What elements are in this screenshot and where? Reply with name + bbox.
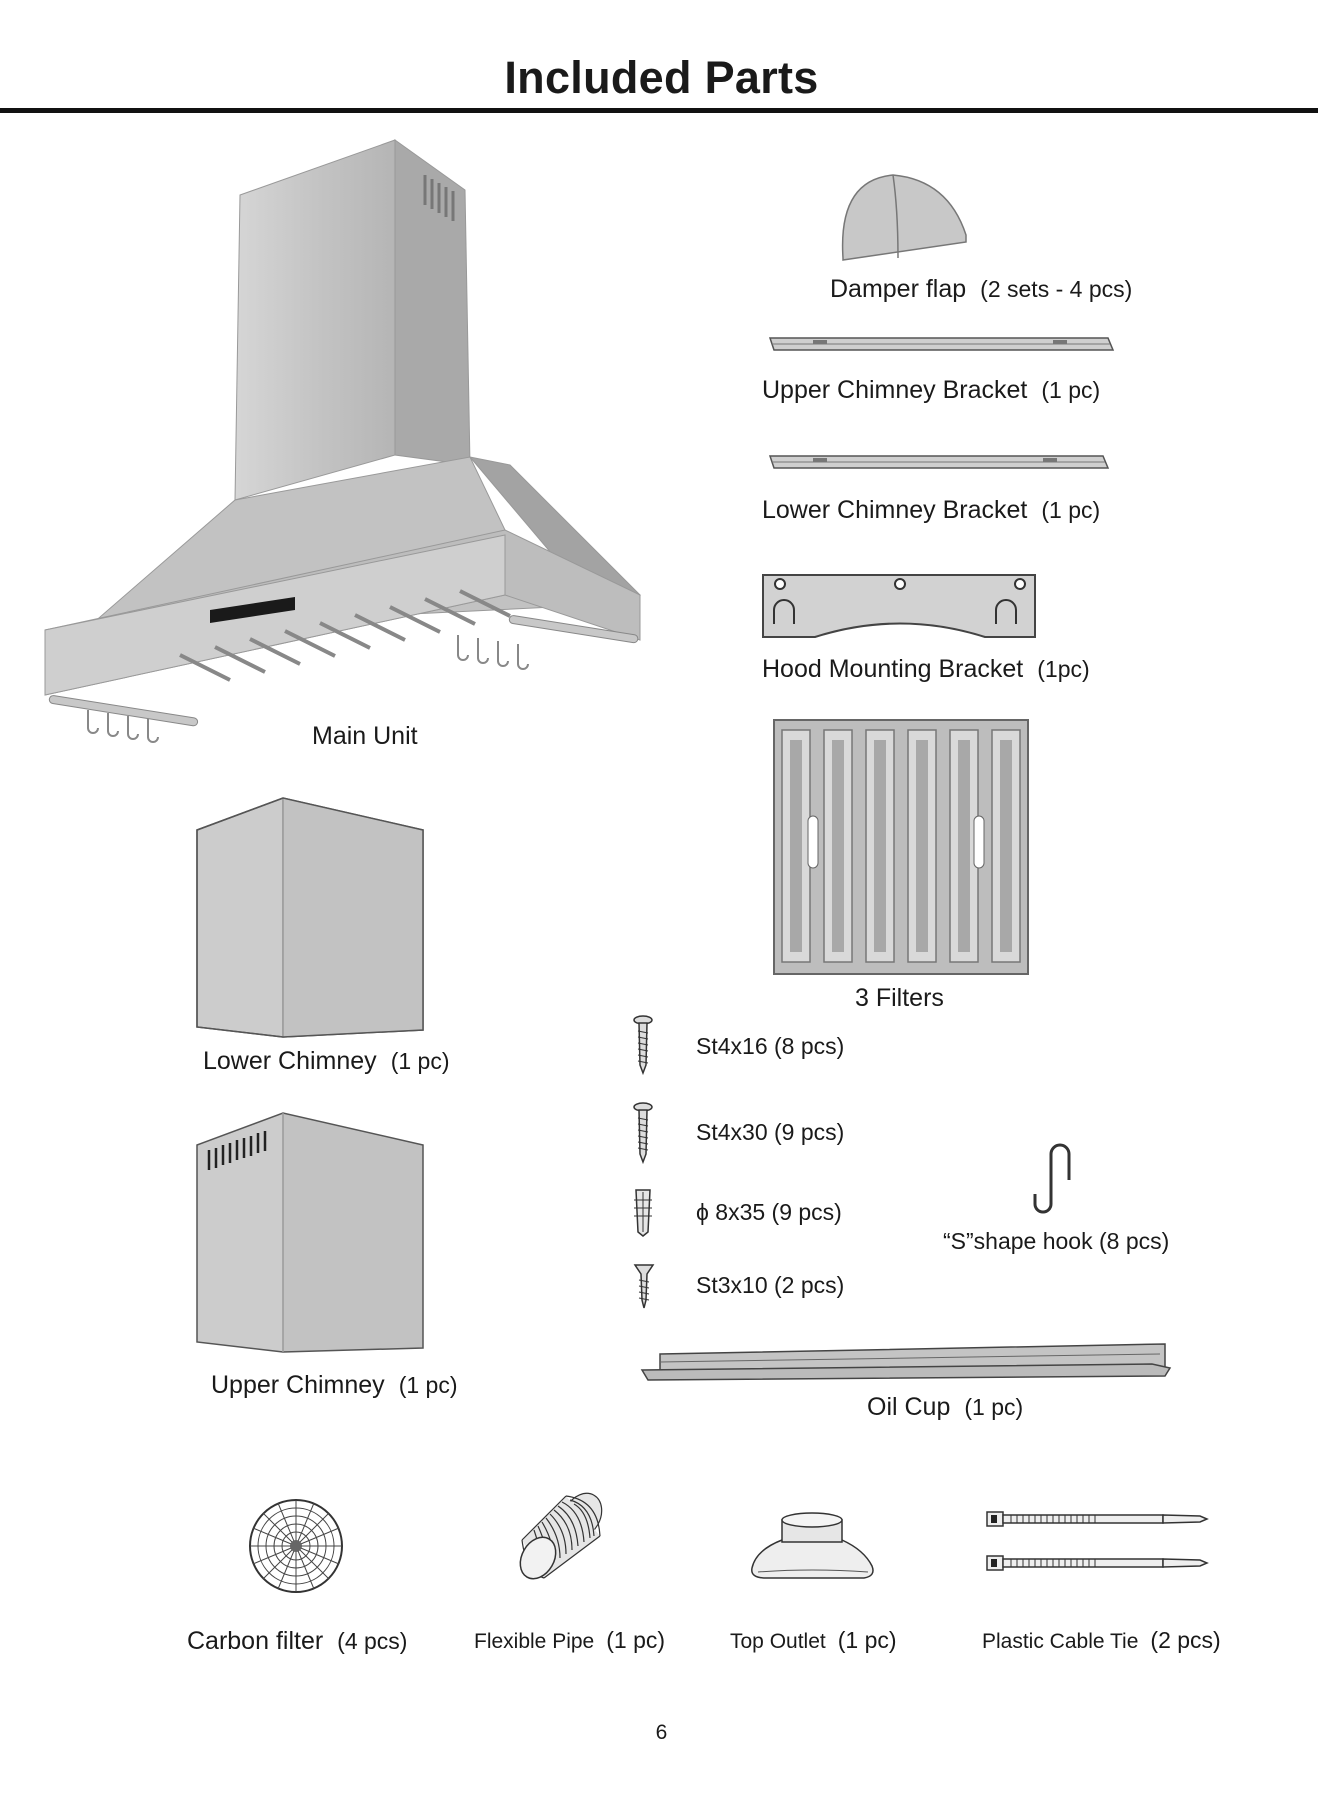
carbon-filter-illustration <box>248 1490 344 1608</box>
oil-cup-label: Oil Cup (1 pc) <box>867 1393 1024 1421</box>
screw-st3x10-label: St3x10 (2 pcs) <box>696 1272 845 1298</box>
cable-tie-illustration <box>985 1510 1211 1574</box>
wall-anchor-label: ϕ 8x35 (9 pcs) <box>696 1199 842 1225</box>
lower-chimney-bracket-illustration <box>768 452 1113 474</box>
filters-label: 3 Filters <box>855 984 944 1012</box>
top-outlet-illustration <box>746 1510 880 1582</box>
screw-st4x16-label: St4x16 (8 pcs) <box>696 1033 845 1059</box>
cable-tie-label: Plastic Cable Tie (2 pcs) <box>982 1627 1221 1653</box>
lower-chimney-label: Lower Chimney (1 pc) <box>203 1047 450 1075</box>
screw-st3x10-icon <box>632 1262 656 1310</box>
flexible-pipe-label: Flexible Pipe (1 pc) <box>474 1627 666 1653</box>
screw-st4x30-label: St4x30 (9 pcs) <box>696 1119 845 1145</box>
oil-cup-illustration <box>640 1340 1172 1382</box>
wall-anchor-icon <box>630 1186 656 1238</box>
hood-mounting-bracket-illustration <box>760 572 1040 644</box>
s-hook-label: “S”shape hook (8 pcs) <box>943 1228 1170 1254</box>
main-unit-label: Main Unit <box>312 722 418 750</box>
screw-st4x16-icon <box>632 1015 654 1075</box>
page-title: Included Parts <box>504 52 819 103</box>
filter-illustration <box>772 718 1030 976</box>
damper-flap-label: Damper flap (2 sets - 4 pcs) <box>830 275 1133 303</box>
upper-chimney-label: Upper Chimney (1 pc) <box>211 1371 458 1399</box>
damper-flap-illustration <box>838 170 970 266</box>
flexible-pipe-illustration <box>518 1492 608 1582</box>
screw-st4x30-icon <box>632 1102 654 1164</box>
lower-chimney-bracket-label: Lower Chimney Bracket (1 pc) <box>762 496 1101 524</box>
page-number: 6 <box>655 1721 668 1744</box>
upper-chimney-bracket-illustration <box>768 334 1113 356</box>
hood-mounting-bracket-label: Hood Mounting Bracket (1pc) <box>762 655 1090 683</box>
upper-chimney-illustration <box>195 1110 427 1355</box>
main-unit-illustration <box>40 135 660 755</box>
upper-chimney-bracket-label: Upper Chimney Bracket (1 pc) <box>762 376 1101 404</box>
lower-chimney-illustration <box>195 795 427 1040</box>
top-outlet-label: Top Outlet (1 pc) <box>730 1627 897 1653</box>
s-hook-icon <box>1035 1138 1071 1218</box>
carbon-filter-label: Carbon filter (4 pcs) <box>187 1627 408 1655</box>
title-divider <box>0 108 1318 113</box>
